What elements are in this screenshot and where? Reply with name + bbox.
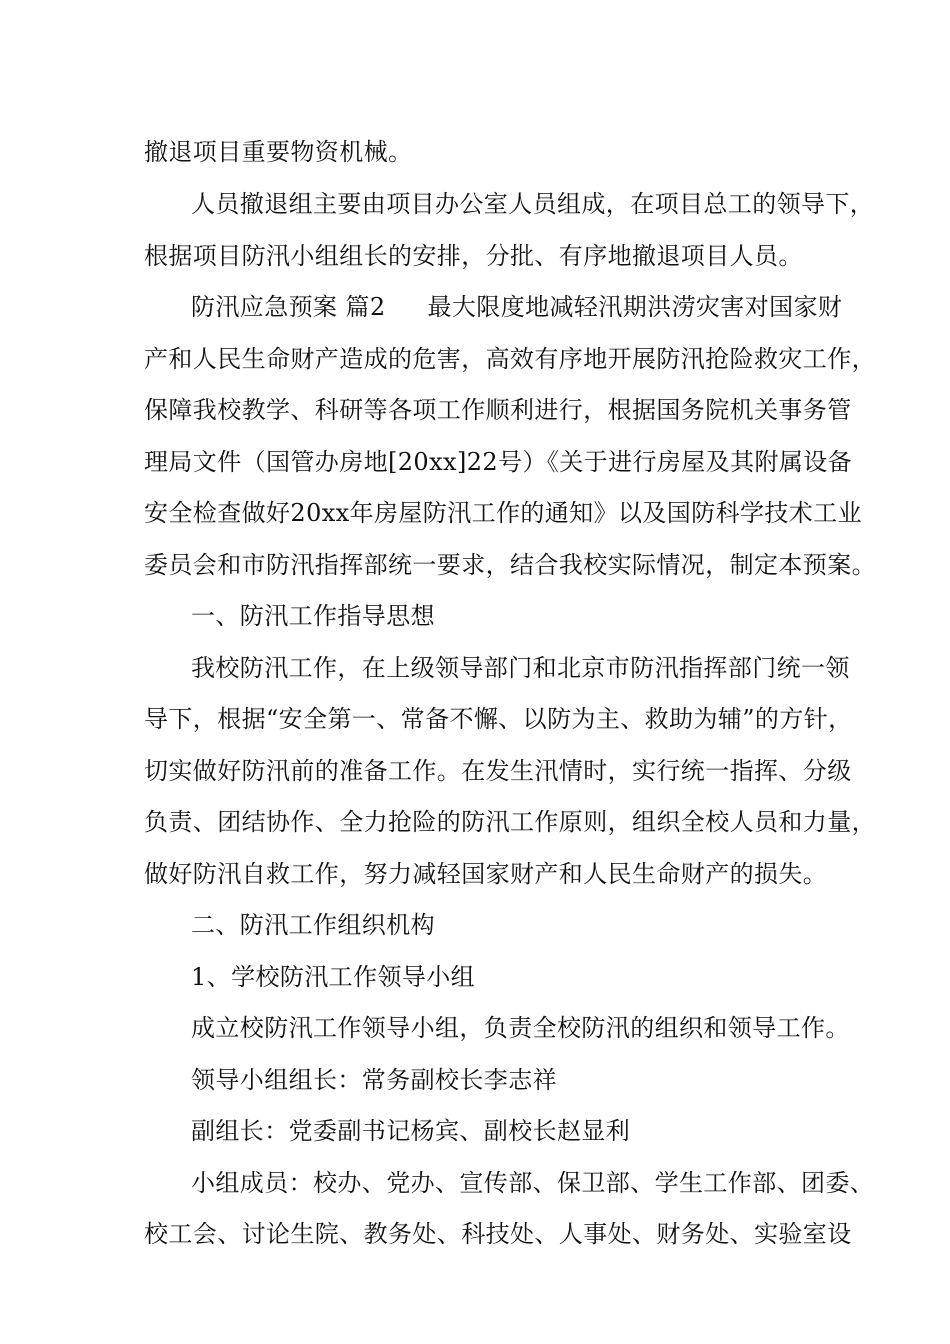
heading-organization: 二、防汛工作组织机构 (191, 911, 435, 939)
text-line: 领导小组组长：常务副校长李志祥 (191, 1066, 557, 1094)
section-title: 防汛应急预案 篇2 (191, 293, 386, 321)
text-line: 人员撤退组主要由项目办公室人员组成，在项目总工的领导下， (191, 190, 875, 218)
text-line: 副组长：党委副书记杨宾、副校长赵显利 (191, 1117, 631, 1145)
text-line: 导下，根据“安全第一、常备不懈、以防为主、救助为辅”的方针， (144, 705, 853, 733)
text-line: 保障我校教学、科研等各项工作顺利进行，根据国务院机关事务管 (144, 396, 852, 424)
text-line: 成立校防汛工作领导小组，负责全校防汛的组织和领导工作。 (191, 1014, 850, 1042)
text-line: 负责、团结协作、全力抢险的防汛工作原则，组织全校人员和力量， (144, 808, 876, 836)
text-line: 做好防汛自救工作，努力减轻国家财产和人民生命财产的损失。 (144, 860, 828, 888)
text-line: 理局文件（国管办房地[20xx]22号）《关于进行房屋及其附属设备 (144, 448, 853, 476)
section-heading-line (0, 292, 950, 322)
text-line: 根据项目防汛小组组长的安排，分批、有序地撤退项目人员。 (144, 242, 803, 270)
heading-leading-group: 1、学校防汛工作领导小组 (191, 963, 476, 991)
text-line: 委员会和市防汛指挥部统一要求，结合我校实际情况，制定本预案。 (144, 551, 876, 579)
text-line: 最大限度地减轻汛期洪涝灾害对国家财 (427, 293, 843, 321)
text-line: 小组成员：校办、党办、宣传部、保卫部、学生工作部、团委、 (191, 1169, 875, 1197)
text-line: 我校防汛工作，在上级领导部门和北京市防汛指挥部门统一领 (191, 654, 850, 682)
text-line: 撤退项目重要物资机械。 (144, 138, 413, 166)
text-line: 切实做好防汛前的准备工作。在发生汛情时，实行统一指挥、分级 (144, 757, 852, 785)
text-line: 安全检查做好20xx年房屋防汛工作的通知》以及国防科学技术工业 (144, 499, 863, 527)
heading-guiding-principles: 一、防汛工作指导思想 (191, 602, 435, 630)
text-line: 校工会、讨论生院、教务处、科技处、人事处、财务处、实验室设 (144, 1220, 852, 1248)
text-line: 产和人民生命财产造成的危害，高效有序地开展防汛抢险救灾工作， (144, 345, 876, 373)
